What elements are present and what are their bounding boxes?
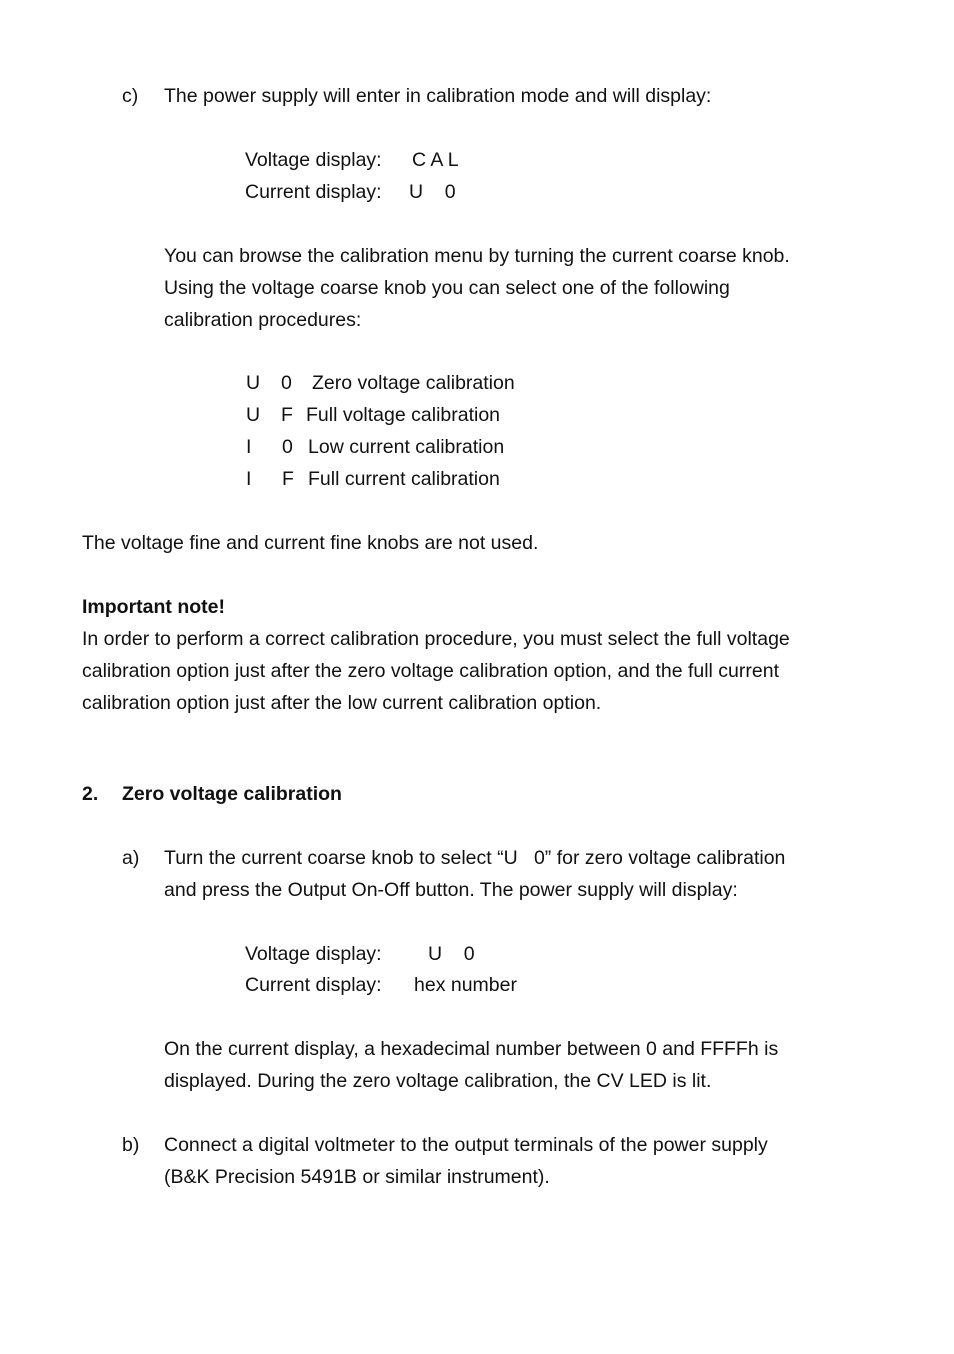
step-c-intro: The power supply will enter in calibration mode and will display: [164, 85, 712, 107]
browse-line-1: You can browse the calibration menu by turning the current coarse knob. [164, 245, 790, 267]
menu-sub: 0 [281, 372, 292, 394]
knobs-note: The voltage fine and current fine knobs are not used. [82, 532, 539, 554]
step-a-note-line-1: On the current display, a hexadecimal number between 0 and FFFFh is [164, 1038, 779, 1060]
menu-code: I [246, 468, 252, 490]
step-b-line-2: (B&K Precision 5491B or similar instrument). [164, 1166, 550, 1188]
voltage-display-label: Voltage display: [245, 943, 382, 965]
menu-desc: Low current calibration [308, 436, 505, 458]
menu-code: U [246, 372, 261, 394]
menu-desc: Full voltage calibration [306, 404, 501, 426]
menu-sub: 0 [282, 436, 293, 458]
current-display-label: Current display: [245, 974, 382, 996]
step-b-marker: b) [122, 1134, 140, 1156]
step-b-line-1: Connect a digital voltmeter to the output terminals of the power supply [164, 1134, 768, 1156]
menu-code: I [246, 436, 252, 458]
menu-desc: Zero voltage calibration [312, 372, 515, 394]
browse-line-3: calibration procedures: [164, 309, 362, 331]
step-a-marker: a) [122, 847, 140, 869]
section-number: 2. [82, 783, 99, 805]
step-a-line-1: Turn the current coarse knob to select “U 0” for zero voltage calibration [164, 847, 786, 869]
menu-sub: F [281, 404, 293, 426]
menu-code: U [246, 404, 261, 426]
step-a-note-line-2: displayed. During the zero voltage calibration, the CV LED is lit. [164, 1070, 712, 1092]
important-line-1: In order to perform a correct calibration procedure, you must select the full voltage [82, 628, 790, 650]
voltage-display-value: C A L [412, 149, 459, 171]
current-display-label: Current display: [245, 181, 382, 203]
important-line-3: calibration option just after the low current calibration option. [82, 692, 602, 714]
voltage-display-value: U 0 [428, 943, 475, 965]
voltage-display-label: Voltage display: [245, 149, 382, 171]
current-display-value: U 0 [409, 181, 456, 203]
important-heading: Important note! [82, 596, 225, 618]
current-display-value: hex number [414, 974, 517, 996]
menu-desc: Full current calibration [308, 468, 500, 490]
important-line-2: calibration option just after the zero voltage calibration option, and the full current [82, 660, 780, 682]
browse-line-2: Using the voltage coarse knob you can select one of the following [164, 277, 730, 299]
step-c-marker: c) [122, 85, 139, 107]
section-title: Zero voltage calibration [122, 783, 342, 805]
step-a-line-2: and press the Output On-Off button. The power supply will display: [164, 879, 738, 901]
menu-sub: F [282, 468, 294, 490]
